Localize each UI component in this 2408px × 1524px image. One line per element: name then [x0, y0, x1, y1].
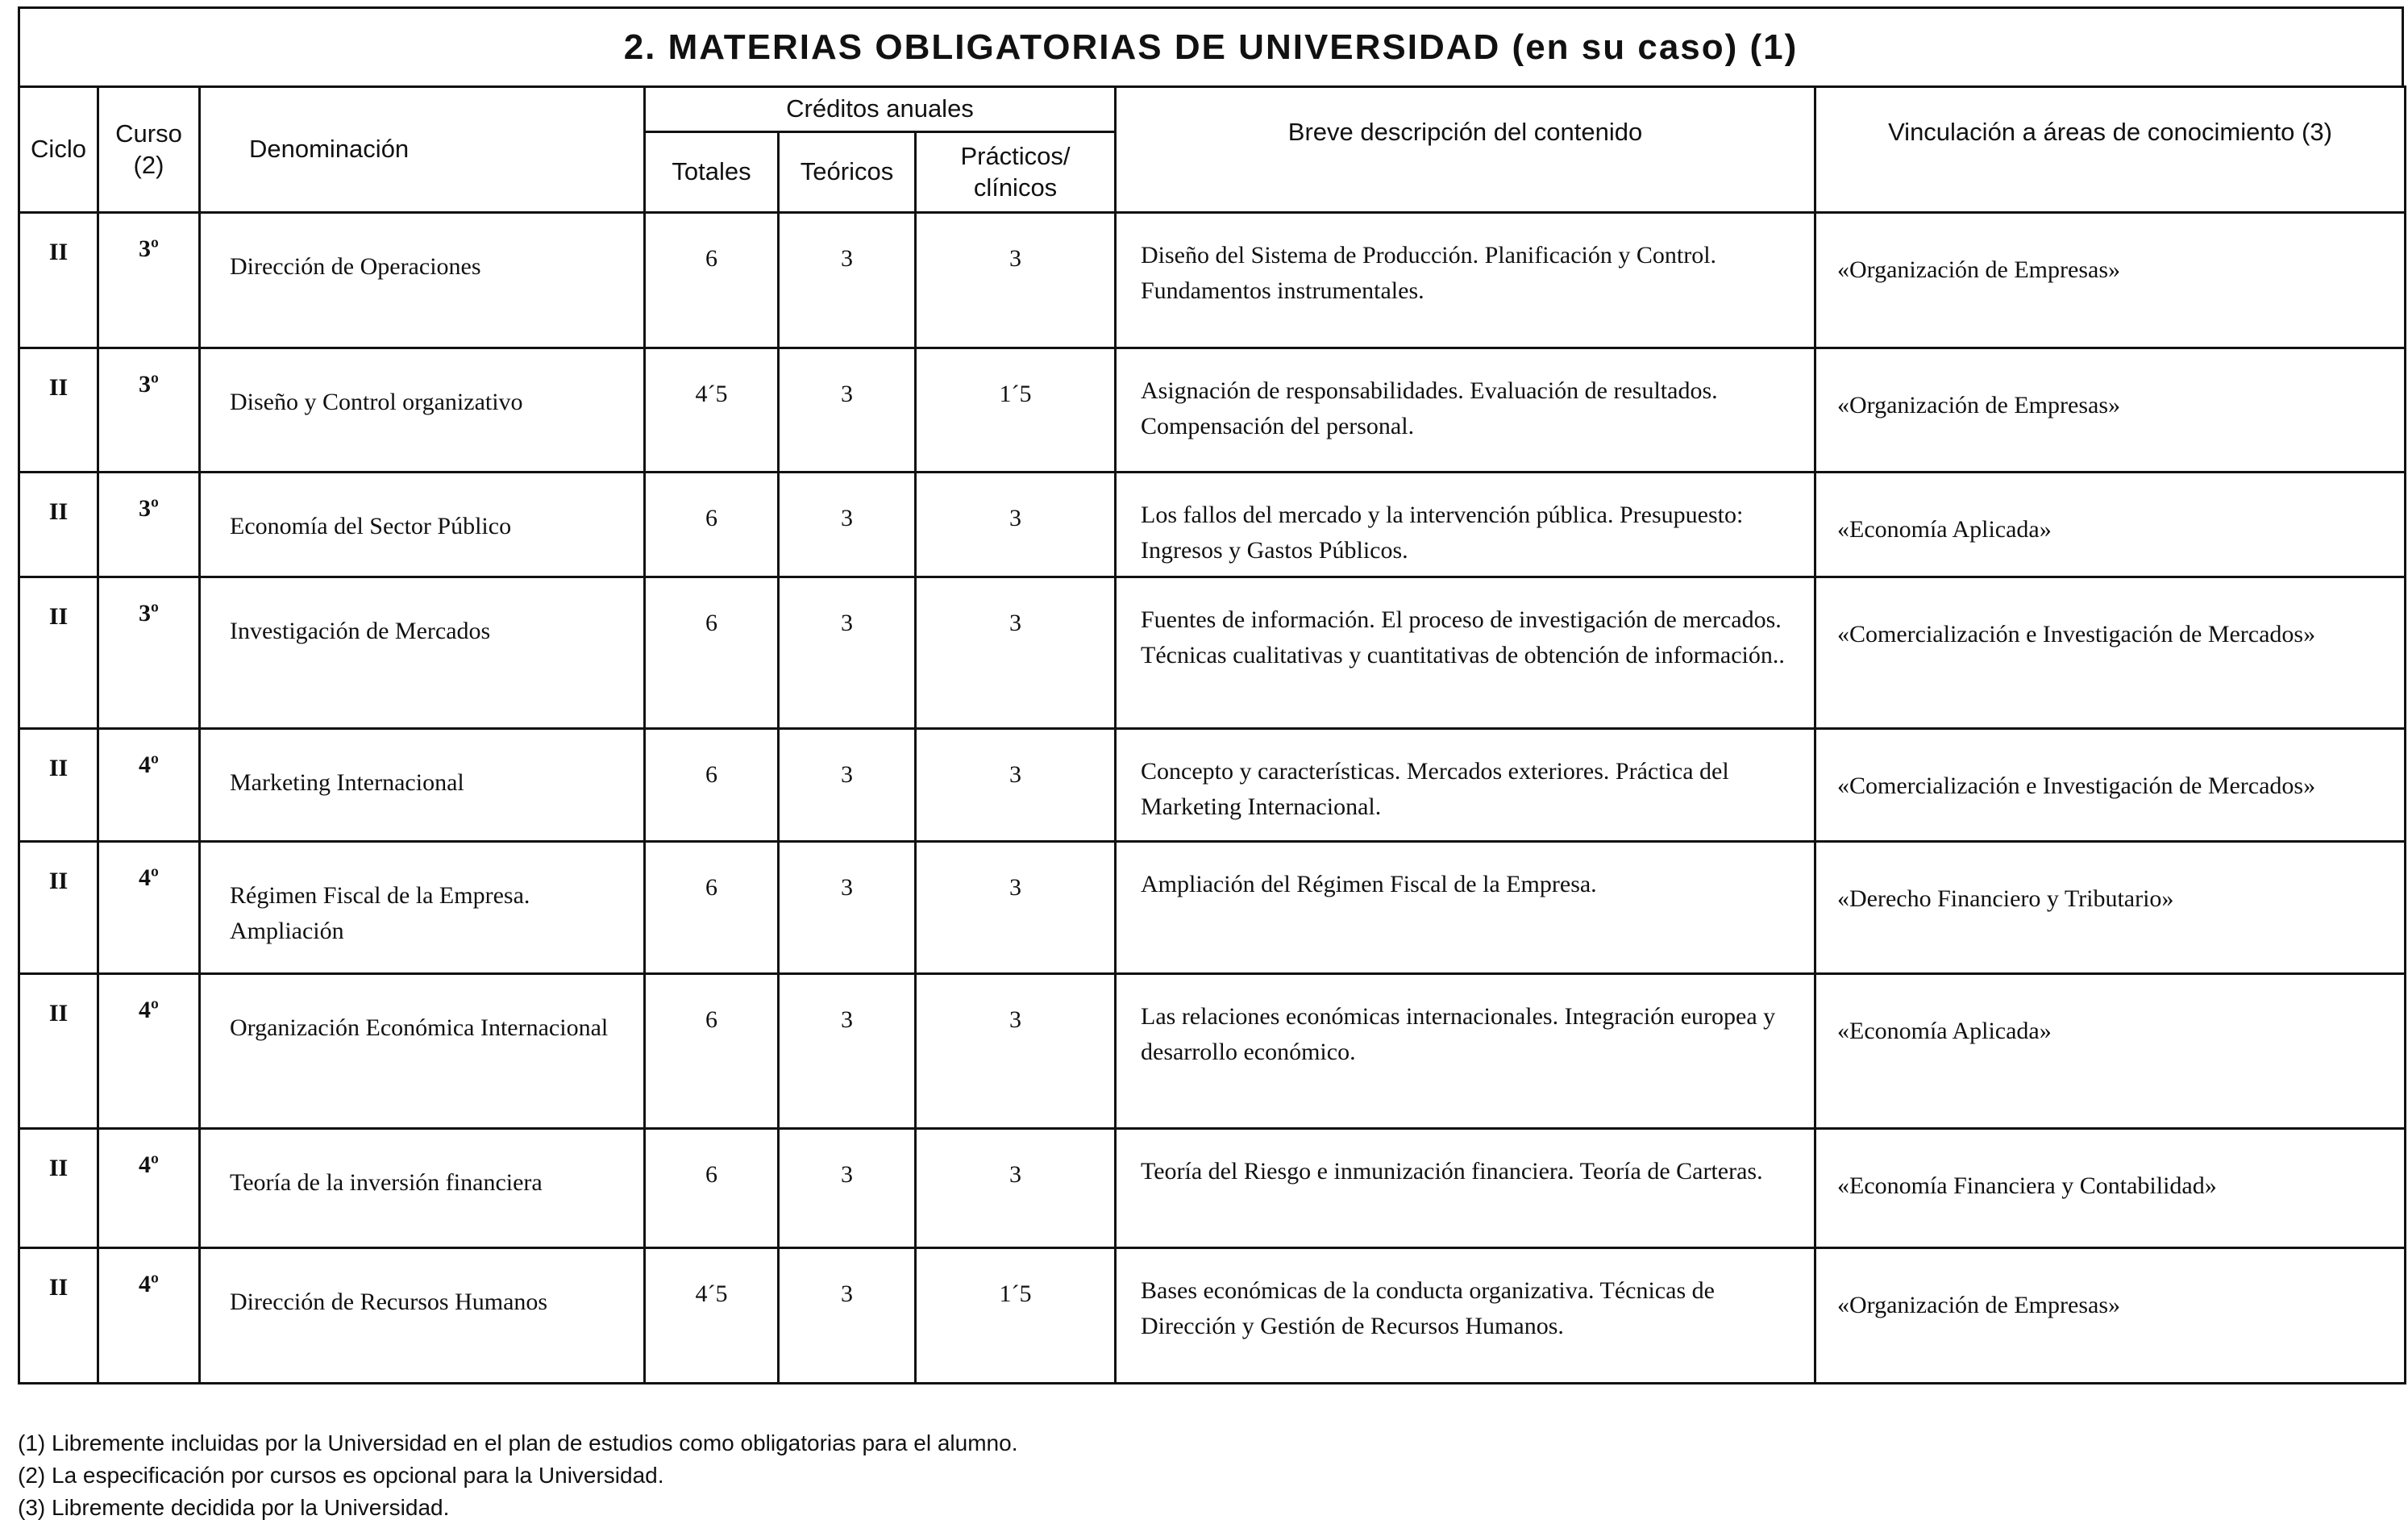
teoricos-cell: 3 — [779, 842, 916, 974]
vinculacion-cell: «Economía Aplicada» — [1815, 473, 2406, 577]
ciclo-cell: II — [19, 577, 98, 729]
totales-cell: 6 — [645, 1129, 779, 1248]
practicos-cell: 1´5 — [916, 1248, 1116, 1384]
teoricos-cell: 3 — [779, 1129, 916, 1248]
footnotes — [18, 1427, 1017, 1524]
table-row — [19, 974, 2406, 1129]
practicos-cell: 3 — [916, 577, 1116, 729]
practicos-cell: 3 — [916, 473, 1116, 577]
vinculacion-cell: «Organización de Empresas» — [1815, 348, 2406, 473]
subjects-table — [18, 85, 2406, 1385]
table-row — [19, 729, 2406, 842]
descripcion-cell: Ampliación del Régimen Fiscal de la Empresa. — [1116, 842, 1815, 974]
practicos-cell: 3 — [916, 1129, 1116, 1248]
ciclo-cell: II — [19, 1129, 98, 1248]
descripcion-cell: Fuentes de información. El proceso de investigación de mercados. Técnicas cualitativas y cuantitativas de obtención de información.. — [1116, 577, 1815, 729]
vinculacion-cell: «Organización de Empresas» — [1815, 213, 2406, 348]
descripcion-cell: Las relaciones económicas internacionales. Integración europea y desarrollo económico. — [1116, 974, 1815, 1129]
vinculacion-cell: «Economía Financiera y Contabilidad» — [1815, 1129, 2406, 1248]
teoricos-cell: 3 — [779, 348, 916, 473]
curso-cell: 3º — [98, 577, 200, 729]
footnote-1: (1) Libremente incluidas por la Universidad en el plan de estudios como obligatorias para el alumno. — [18, 1430, 1018, 1455]
curso-cell: 4º — [98, 842, 200, 974]
descripcion-cell: Asignación de responsabilidades. Evaluación de resultados. Compensación del personal. — [1116, 348, 1815, 473]
denominacion-cell: Economía del Sector Público — [200, 473, 645, 577]
table-title: 2. MATERIAS OBLIGATORIAS DE UNIVERSIDAD (en su caso) (1) — [623, 27, 1799, 67]
totales-cell: 6 — [645, 473, 779, 577]
descripcion-cell: Teoría del Riesgo e inmunización financiera. Teoría de Carteras. — [1116, 1129, 1815, 1248]
denominacion-cell: Organización Económica Internacional — [200, 974, 645, 1129]
totales-cell: 4´5 — [645, 1248, 779, 1384]
header-practicos: Prácticos/ clínicos — [916, 132, 1116, 213]
header-vinculacion: Vinculación a áreas de conocimiento (3) — [1815, 87, 2406, 213]
teoricos-cell: 3 — [779, 1248, 916, 1384]
practicos-cell: 3 — [916, 729, 1116, 842]
table-row — [19, 213, 2406, 348]
plan-table-sheet — [18, 6, 2404, 1385]
ciclo-cell: II — [19, 213, 98, 348]
curso-cell: 4º — [98, 729, 200, 842]
denominacion-cell: Teoría de la inversión financiera — [200, 1129, 645, 1248]
curso-cell: 4º — [98, 974, 200, 1129]
curso-cell: 4º — [98, 1129, 200, 1248]
header-ciclo: Ciclo — [19, 87, 98, 213]
ciclo-cell: II — [19, 473, 98, 577]
header-creditos-anuales: Créditos anuales — [645, 87, 1116, 132]
totales-cell: 4´5 — [645, 348, 779, 473]
totales-cell: 6 — [645, 842, 779, 974]
practicos-cell: 1´5 — [916, 348, 1116, 473]
ciclo-cell: II — [19, 348, 98, 473]
denominacion-cell: Marketing Internacional — [200, 729, 645, 842]
practicos-cell: 3 — [916, 213, 1116, 348]
vinculacion-cell: «Economía Aplicada» — [1815, 974, 2406, 1129]
header-denominacion: Denominación — [200, 87, 645, 213]
vinculacion-cell: «Comercialización e Investigación de Mercados» — [1815, 577, 2406, 729]
table-row — [19, 1248, 2406, 1384]
vinculacion-cell: «Comercialización e Investigación de Mercados» — [1815, 729, 2406, 842]
denominacion-cell: Diseño y Control organizativo — [200, 348, 645, 473]
practicos-cell: 3 — [916, 842, 1116, 974]
denominacion-cell: Dirección de Recursos Humanos — [200, 1248, 645, 1384]
descripcion-cell: Concepto y características. Mercados exteriores. Práctica del Marketing Internacional. — [1116, 729, 1815, 842]
teoricos-cell: 3 — [779, 473, 916, 577]
table-row — [19, 348, 2406, 473]
totales-cell: 6 — [645, 729, 779, 842]
descripcion-cell: Diseño del Sistema de Producción. Planificación y Control. Fundamentos instrumentales. — [1116, 213, 1815, 348]
curso-cell: 3º — [98, 473, 200, 577]
teoricos-cell: 3 — [779, 974, 916, 1129]
vinculacion-cell: «Derecho Financiero y Tributario» — [1815, 842, 2406, 974]
ciclo-cell: II — [19, 1248, 98, 1384]
header-teoricos: Teóricos — [779, 132, 916, 213]
totales-cell: 6 — [645, 974, 779, 1129]
header-curso: Curso (2) — [98, 87, 200, 213]
table-title-box — [18, 6, 2404, 85]
teoricos-cell: 3 — [779, 213, 916, 348]
vinculacion-cell: «Organización de Empresas» — [1815, 1248, 2406, 1384]
footnote-3: (3) Libremente decidida por la Universidad. — [18, 1495, 450, 1520]
teoricos-cell: 3 — [779, 577, 916, 729]
descripcion-cell: Bases económicas de la conducta organizativa. Técnicas de Dirección y Gestión de Recursos Humanos. — [1116, 1248, 1815, 1384]
header-totales: Totales — [645, 132, 779, 213]
totales-cell: 6 — [645, 213, 779, 348]
header-curso-note: (2) — [133, 150, 164, 179]
footnote-2: (2) La especificación por cursos es opcional para la Universidad. — [18, 1463, 664, 1488]
header-practicos-line2: clínicos — [973, 173, 1058, 202]
header-descripcion: Breve descripción del contenido — [1116, 87, 1815, 213]
table-row — [19, 1129, 2406, 1248]
ciclo-cell: II — [19, 974, 98, 1129]
curso-cell: 3º — [98, 213, 200, 348]
curso-cell: 4º — [98, 1248, 200, 1384]
curso-cell: 3º — [98, 348, 200, 473]
totales-cell: 6 — [645, 577, 779, 729]
ciclo-cell: II — [19, 842, 98, 974]
table-row — [19, 473, 2406, 577]
table-row — [19, 842, 2406, 974]
denominacion-cell: Investigación de Mercados — [200, 577, 645, 729]
denominacion-cell: Dirección de Operaciones — [200, 213, 645, 348]
descripcion-cell: Los fallos del mercado y la intervención pública. Presupuesto: Ingresos y Gastos Públicos. — [1116, 473, 1815, 577]
table-row — [19, 577, 2406, 729]
teoricos-cell: 3 — [779, 729, 916, 842]
denominacion-cell: Régimen Fiscal de la Empresa. Ampliación — [200, 842, 645, 974]
ciclo-cell: II — [19, 729, 98, 842]
practicos-cell: 3 — [916, 974, 1116, 1129]
